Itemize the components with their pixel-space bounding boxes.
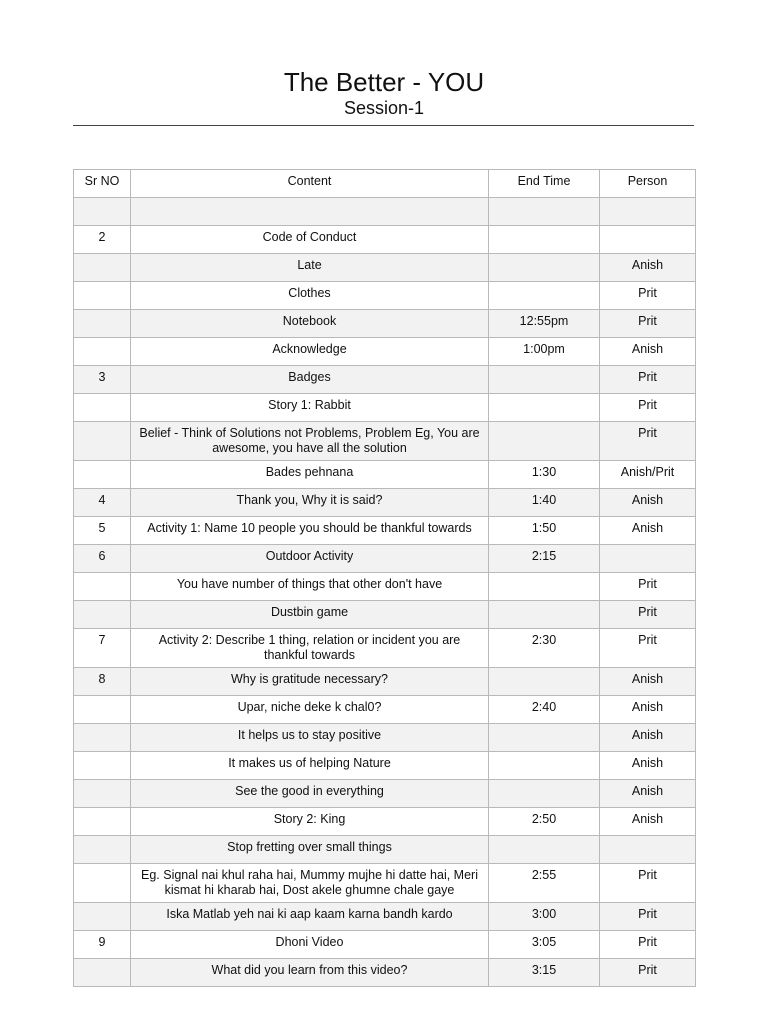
table-row [74,931,696,959]
cell-end-time: 3:05 [489,931,600,959]
cell-person: Anish [600,696,696,724]
cell-end-time: 1:40 [489,489,600,517]
document-title: The Better - YOU [283,67,485,97]
cell-end-time [489,601,600,629]
cell-person: Prit [600,629,696,668]
cell-content: Late [131,254,489,282]
document-subtitle: Session-1 [343,98,425,118]
table-row [74,959,696,987]
table-row [74,310,696,338]
cell-person [600,545,696,573]
cell-sr-no: 7 [74,629,131,668]
cell-end-time [489,724,600,752]
cell-end-time: 2:40 [489,696,600,724]
cell-sr-no [74,724,131,752]
cell-content: You have number of things that other don't have [131,573,489,601]
cell-end-time [489,752,600,780]
table-row [74,696,696,724]
cell-content: What did you learn from this video? [131,959,489,987]
cell-content: Belief - Think of Solutions not Problems, Problem Eg, You are awesome, you have all the solution [131,422,489,461]
cell-sr-no: 5 [74,517,131,545]
cell-sr-no [74,808,131,836]
cell-content: Stop fretting over small things [131,836,489,864]
cell-sr-no [74,198,131,226]
table-row [74,422,696,461]
cell-sr-no: 2 [74,226,131,254]
table-row [74,338,696,366]
table-row [74,198,696,226]
column-header-sr-no: Sr NO [74,170,131,198]
cell-end-time: 1:30 [489,461,600,489]
cell-content: Acknowledge [131,338,489,366]
cell-content: Dustbin game [131,601,489,629]
table-row [74,461,696,489]
cell-end-time [489,422,600,461]
cell-content: Badges [131,366,489,394]
cell-content: Outdoor Activity [131,545,489,573]
cell-end-time [489,836,600,864]
cell-end-time [489,780,600,808]
cell-person: Prit [600,422,696,461]
cell-sr-no [74,864,131,903]
cell-person: Prit [600,931,696,959]
table-row [74,573,696,601]
cell-content: Code of Conduct [131,226,489,254]
cell-person: Anish [600,338,696,366]
cell-content: Story 1: Rabbit [131,394,489,422]
column-header-person: Person [600,170,696,198]
cell-sr-no [74,394,131,422]
cell-content: See the good in everything [131,780,489,808]
cell-end-time: 2:55 [489,864,600,903]
cell-end-time: 1:50 [489,517,600,545]
session-schedule-table [73,169,696,987]
cell-person: Anish [600,254,696,282]
cell-sr-no [74,310,131,338]
cell-content: Story 2: King [131,808,489,836]
cell-sr-no [74,573,131,601]
table-row [74,629,696,668]
cell-person: Prit [600,903,696,931]
cell-sr-no [74,836,131,864]
cell-sr-no [74,780,131,808]
cell-content: Eg. Signal nai khul raha hai, Mummy mujhe hi datte hai, Meri kismat hi kharab hai, Dost akele ghumne chale gaye [131,864,489,903]
document-header [0,66,768,118]
cell-end-time: 2:50 [489,808,600,836]
cell-sr-no: 4 [74,489,131,517]
cell-content: Notebook [131,310,489,338]
cell-content: Why is gratitude necessary? [131,668,489,696]
cell-sr-no [74,601,131,629]
table-row [74,489,696,517]
cell-end-time [489,198,600,226]
cell-content: Upar, niche deke k chal0? [131,696,489,724]
column-header-content: Content [131,170,489,198]
cell-person: Anish [600,489,696,517]
cell-end-time: 2:30 [489,629,600,668]
cell-sr-no [74,696,131,724]
cell-sr-no [74,461,131,489]
cell-content: It helps us to stay positive [131,724,489,752]
cell-person: Anish [600,517,696,545]
table-row [74,864,696,903]
cell-sr-no [74,282,131,310]
cell-content [131,198,489,226]
cell-end-time [489,668,600,696]
cell-content: It makes us of helping Nature [131,752,489,780]
table-row [74,808,696,836]
cell-person: Anish [600,808,696,836]
cell-end-time: 3:00 [489,903,600,931]
table-row [74,394,696,422]
cell-person: Prit [600,282,696,310]
cell-end-time: 3:15 [489,959,600,987]
table-row [74,836,696,864]
cell-content: Activity 1: Name 10 people you should be thankful towards [131,517,489,545]
table-row [74,226,696,254]
cell-person: Anish [600,668,696,696]
cell-sr-no [74,338,131,366]
cell-sr-no [74,752,131,780]
table-row [74,254,696,282]
table-row [74,366,696,394]
cell-content: Iska Matlab yeh nai ki aap kaam karna bandh kardo [131,903,489,931]
table-row [74,903,696,931]
cell-end-time [489,254,600,282]
table-body [74,198,696,987]
cell-sr-no: 8 [74,668,131,696]
cell-content: Dhoni Video [131,931,489,959]
table-row [74,517,696,545]
cell-person: Prit [600,573,696,601]
cell-end-time [489,226,600,254]
cell-person [600,198,696,226]
cell-sr-no [74,422,131,461]
cell-person: Prit [600,310,696,338]
cell-end-time [489,366,600,394]
table-row [74,780,696,808]
table-header-row [74,170,696,198]
cell-person [600,836,696,864]
cell-person: Prit [600,366,696,394]
cell-person: Prit [600,959,696,987]
cell-person: Anish [600,752,696,780]
cell-person: Prit [600,601,696,629]
table-row [74,601,696,629]
cell-end-time: 2:15 [489,545,600,573]
cell-end-time [489,394,600,422]
cell-end-time [489,282,600,310]
table-row [74,724,696,752]
table-row [74,282,696,310]
cell-person: Prit [600,394,696,422]
table-row [74,752,696,780]
cell-sr-no [74,903,131,931]
cell-end-time: 12:55pm [489,310,600,338]
cell-sr-no: 9 [74,931,131,959]
table-row [74,668,696,696]
cell-person: Anish/Prit [600,461,696,489]
cell-sr-no: 6 [74,545,131,573]
cell-sr-no [74,254,131,282]
cell-content: Clothes [131,282,489,310]
cell-sr-no: 3 [74,366,131,394]
cell-content: Thank you, Why it is said? [131,489,489,517]
header-divider [73,125,694,126]
cell-person: Anish [600,724,696,752]
cell-content: Bades pehnana [131,461,489,489]
cell-end-time: 1:00pm [489,338,600,366]
column-header-end-time: End Time [489,170,600,198]
cell-sr-no [74,959,131,987]
cell-content: Activity 2: Describe 1 thing, relation or incident you are thankful towards [131,629,489,668]
table-row [74,545,696,573]
cell-person: Anish [600,780,696,808]
cell-person [600,226,696,254]
cell-person: Prit [600,864,696,903]
cell-end-time [489,573,600,601]
